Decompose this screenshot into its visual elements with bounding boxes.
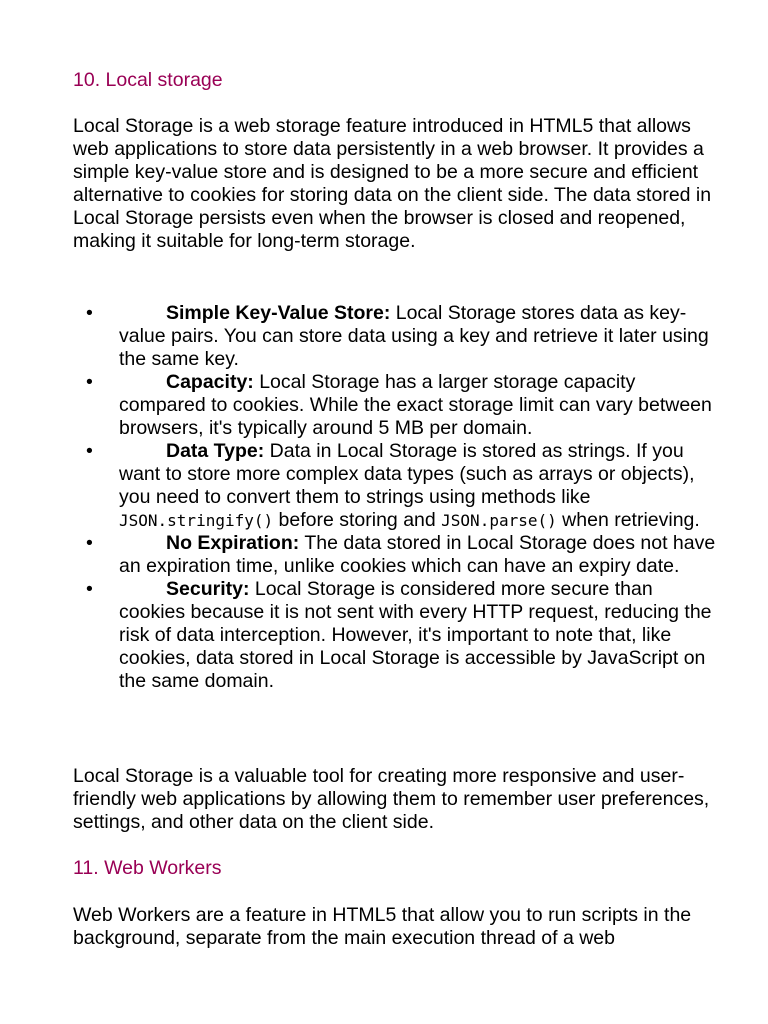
list-item-security bbox=[0, 578, 719, 693]
list-item-data-type bbox=[0, 440, 719, 532]
bullet-text: before storing and bbox=[273, 509, 442, 531]
web-workers-intro-paragraph: Web Workers are a feature in HTML5 that allow you to run scripts in the background, separate from the main execution thread of a web bbox=[73, 904, 692, 949]
local-storage-feature-list bbox=[0, 302, 768, 693]
bullet-text: when retrieving. bbox=[556, 509, 700, 531]
list-item-capacity bbox=[0, 371, 719, 440]
local-storage-conclusion-paragraph: Local Storage is a valuable tool for creating more responsive and user-friendly web applications by allowing them to remember user preferences, settings, and other data on the client side. bbox=[73, 765, 710, 833]
bullet-term: Data Type: bbox=[166, 440, 265, 462]
bullet-term: Capacity: bbox=[166, 371, 254, 393]
bullet-text: Local Storage has a larger storage capacity compared to cookies. While the exact storage limit can vary between browsers, it's typically around 5 MB per domain. bbox=[119, 371, 712, 439]
list-item-no-expiration bbox=[0, 532, 719, 578]
local-storage-intro-paragraph: Local Storage is a web storage feature introduced in HTML5 that allows web applications to store data persistently in a web browser. It provides a simple key-value store and is designed to be a more secure and efficient alternative to cookies for storing data on the client side. The data stored in Local Storage persists even when the browser is closed and reopened, making it suitable for long-term storage. bbox=[73, 115, 712, 252]
code-json-parse: JSON.parse() bbox=[441, 511, 557, 530]
bullet-marker: • bbox=[86, 302, 93, 324]
bullet-text: Local Storage stores data as key-value pairs. You can store data using a key and retrieve it later using the same key. bbox=[119, 302, 709, 370]
bullet-marker: • bbox=[86, 532, 93, 554]
bullet-text: The data stored in Local Storage does not have an expiration time, unlike cookies which can have an expiry date. bbox=[119, 532, 716, 577]
bullet-text: Data in Local Storage is stored as strings. If you want to store more complex data types (such as arrays or objects), you need to convert them to strings using methods like bbox=[119, 440, 695, 508]
bullet-term: Security: bbox=[166, 578, 250, 600]
bullet-text: Local Storage is considered more secure than cookies because it is not sent with every HTTP request, reducing the risk of data interception. However, it's important to note that, like cookies, data stored in Local Storage is accessible by JavaScript on the same domain. bbox=[119, 578, 712, 692]
bullet-term: Simple Key-Value Store: bbox=[166, 302, 391, 324]
bullet-marker: • bbox=[86, 578, 93, 600]
bullet-term: No Expiration: bbox=[166, 532, 300, 554]
section-heading-web-workers: 11. Web Workers bbox=[73, 857, 222, 879]
bullet-marker: • bbox=[86, 371, 93, 393]
code-json-stringify: JSON.stringify() bbox=[119, 511, 274, 530]
section-heading-local-storage: 10. Local storage bbox=[73, 69, 223, 91]
list-item-key-value-store bbox=[0, 302, 719, 371]
bullet-marker: • bbox=[86, 440, 93, 462]
